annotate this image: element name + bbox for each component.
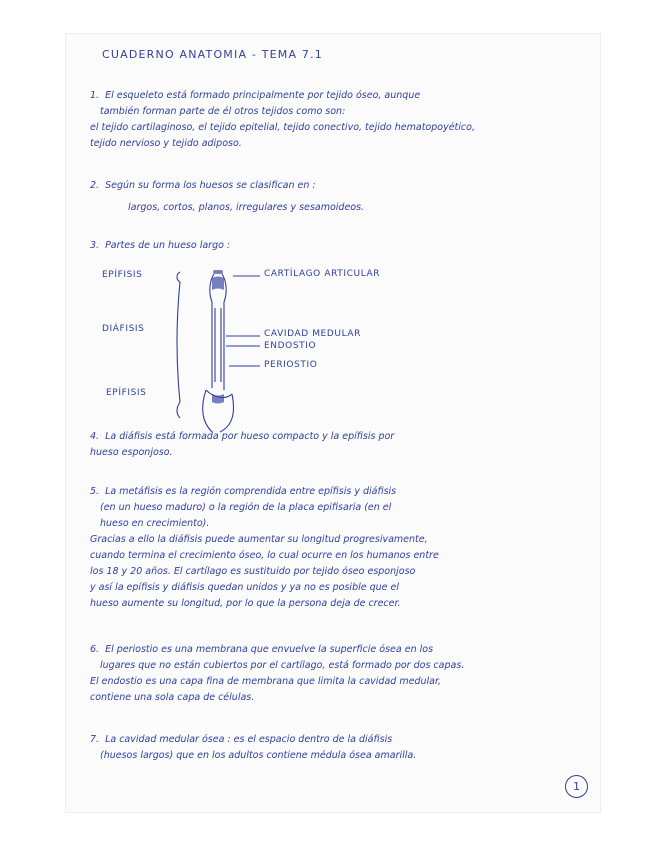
- section-1-line-2: también forman parte de él otros tejidos como son:: [100, 106, 346, 117]
- label-articular-cartilage: CARTÍLAGO ARTICULAR: [264, 269, 381, 279]
- label-endosteum: ENDOSTIO: [264, 341, 317, 351]
- section-5-number: 5.: [90, 486, 100, 497]
- section-1-number: 1.: [90, 90, 100, 101]
- section-6-text-1: El periostio es una membrana que envuelve la superficie ósea en los: [105, 644, 434, 655]
- section-4-number: 4.: [90, 431, 100, 442]
- section-2-line-1: [90, 180, 316, 192]
- section-2-line-2: largos, cortos, planos, irregulares y sesamoideos.: [128, 202, 365, 213]
- page-number: 1: [565, 775, 588, 798]
- label-epiphysis-bottom: EPÍFISIS: [106, 388, 147, 398]
- section-3-text-1: Partes de un hueso largo :: [105, 240, 231, 251]
- section-7-line-2: (huesos largos) que en los adultos contiene médula ósea amarilla.: [100, 750, 417, 761]
- section-7-number: 7.: [90, 734, 100, 745]
- section-5-line-1: [90, 486, 396, 498]
- section-5-line-2: (en un hueso maduro) o la región de la placa epifisaria (en el: [100, 502, 392, 513]
- section-6-number: 6.: [90, 644, 100, 655]
- section-6-line-2: lugares que no están cubiertos por el cartílago, está formado por dos capas.: [100, 660, 465, 671]
- section-3-number: 3.: [90, 240, 100, 251]
- section-5-line-5: cuando termina el crecimiento óseo, lo cual ocurre en los humanos entre: [90, 550, 439, 561]
- section-6-line-1: [90, 644, 433, 656]
- section-4-line-2: hueso esponjoso.: [90, 447, 173, 458]
- section-7-line-1: [90, 734, 392, 746]
- section-1-text-1: El esqueleto está formado principalmente por tejido óseo, aunque: [105, 90, 421, 101]
- section-3-line-1: [90, 240, 230, 252]
- section-7-text-1: La cavidad medular ósea : es el espacio dentro de la diáfisis: [105, 734, 393, 745]
- section-5-line-6: los 18 y 20 años. El cartílago es sustituido por tejido óseo esponjoso: [90, 566, 416, 577]
- section-4-text-1: La diáfisis está formada por hueso compacto y la epífisis por: [105, 431, 395, 442]
- section-1-line-1: [90, 90, 420, 102]
- section-2-text-1: Según su forma los huesos se clasifican en :: [105, 180, 316, 191]
- section-2-number: 2.: [90, 180, 100, 191]
- section-6-line-3: El endostio es una capa fina de membrana que limita la cavidad medular,: [90, 676, 442, 687]
- bone-sketch: [102, 262, 402, 442]
- section-4-line-1: [90, 431, 394, 443]
- label-medullary-cavity: CAVIDAD MEDULAR: [264, 329, 361, 339]
- section-6-line-4: contiene una sola capa de células.: [90, 692, 255, 703]
- section-1-line-4: tejido nervioso y tejido adiposo.: [90, 138, 242, 149]
- label-diaphysis: DIÁFISIS: [102, 324, 145, 334]
- long-bone-diagram: [102, 262, 402, 442]
- label-periosteum: PERIOSTIO: [264, 360, 318, 370]
- label-epiphysis-top: EPÍFISIS: [102, 270, 143, 280]
- section-1-line-3: el tejido cartilaginoso, el tejido epitelial, tejido conectivo, tejido hematopoyético,: [90, 122, 475, 133]
- section-5-text-1: La metáfisis es la región comprendida entre epífisis y diáfisis: [105, 486, 397, 497]
- page-title: CUADERNO ANATOMIA - TEMA 7.1: [102, 48, 324, 61]
- section-5-line-8: hueso aumente su longitud, por lo que la persona deja de crecer.: [90, 598, 401, 609]
- section-5-line-7: y así la epífisis y diáfisis quedan unidos y ya no es posible que el: [90, 582, 400, 593]
- section-5-line-4: Gracias a ello la diáfisis puede aumentar su longitud progresivamente,: [90, 534, 428, 545]
- notebook-page: [66, 34, 600, 812]
- section-5-line-3: hueso en crecimiento).: [100, 518, 210, 529]
